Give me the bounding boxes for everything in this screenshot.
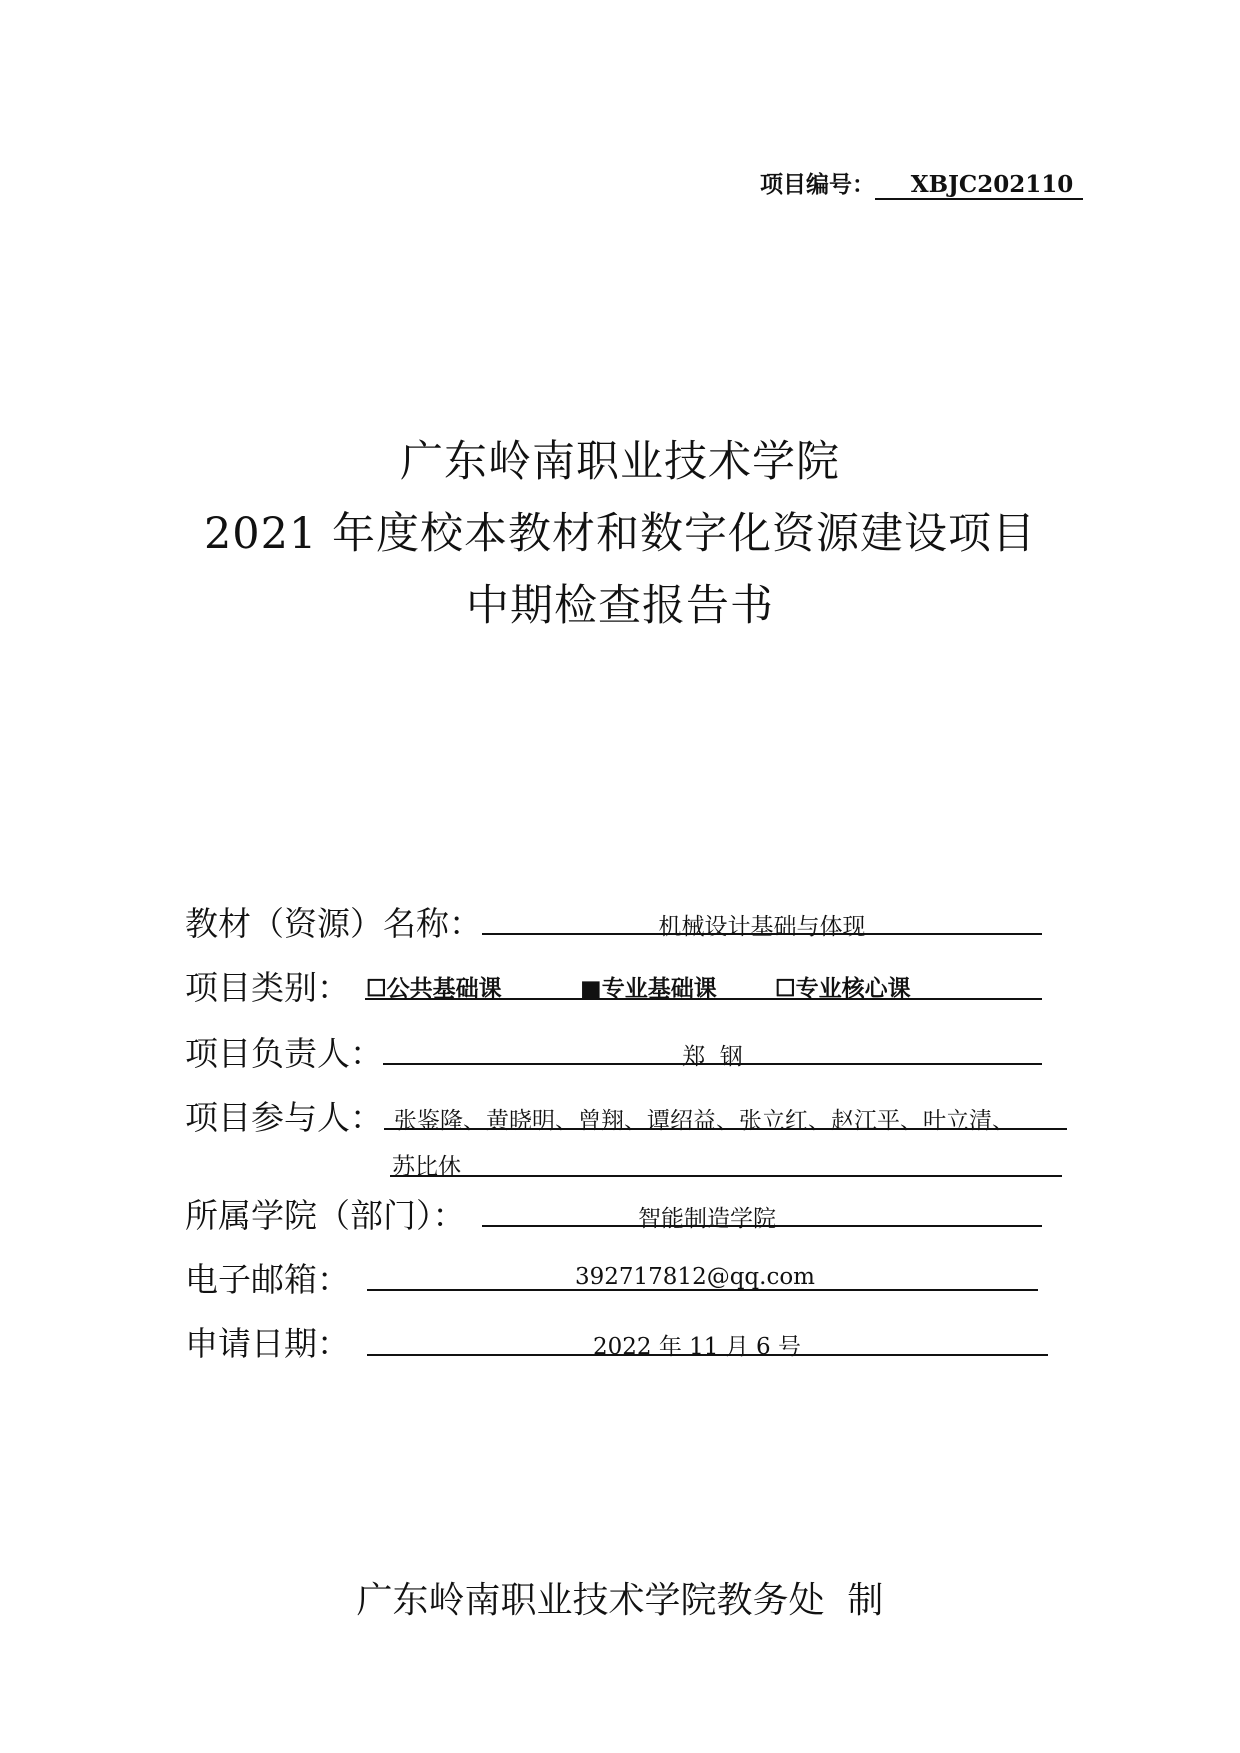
category-option-major-basic: ■专业基础课 (580, 975, 717, 1002)
participants-label: 项目参与人： (185, 1098, 383, 1137)
material-name-value: 机械设计基础与体现 (658, 914, 866, 940)
project-number-label: 项目编号： (760, 171, 875, 198)
participants-value-line-2: 苏比休 (392, 1154, 461, 1180)
checkbox-empty-icon: ☐ (366, 975, 387, 1002)
title-line-2: 2021 年度校本教材和数字化资源建设项目 (203, 509, 1037, 559)
project-number (760, 166, 1083, 200)
category-option-public-basic: ☐公共基础课 (366, 975, 502, 1002)
apply-date-value: 2022 年 11 月 6 号 (593, 1334, 801, 1360)
material-name-label: 教材（资源）名称： (185, 904, 482, 943)
title-line-3: 中期检查报告书 (466, 581, 774, 631)
college-label: 所属学院（部门）： (185, 1196, 466, 1235)
email-value: 392717812@qq.com (575, 1264, 815, 1290)
checkbox-filled-icon: ■ (580, 975, 602, 1002)
project-number-value: XBJC202110 (875, 171, 1083, 200)
apply-date-label: 申请日期： (185, 1324, 350, 1363)
leader-label: 项目负责人： (185, 1034, 383, 1073)
category-label: 项目类别： (185, 968, 350, 1007)
title-line-1: 广东岭南职业技术学院 (400, 437, 840, 487)
leader-value: 郑 钢 (682, 1044, 743, 1070)
college-value: 智能制造学院 (638, 1206, 776, 1232)
footer-issuer: 广东岭南职业技术学院教务处 制 (356, 1580, 884, 1621)
email-label: 电子邮箱： (185, 1260, 350, 1299)
checkbox-empty-icon: ☐ (775, 975, 796, 1002)
category-option-major-core: ☐专业核心课 (775, 975, 911, 1002)
participants-underline-2 (390, 1175, 1062, 1177)
participants-value-line-1: 张鉴隆、黄晓明、曾翔、谭绍益、张立红、赵江平、叶立清、 (394, 1108, 1015, 1134)
